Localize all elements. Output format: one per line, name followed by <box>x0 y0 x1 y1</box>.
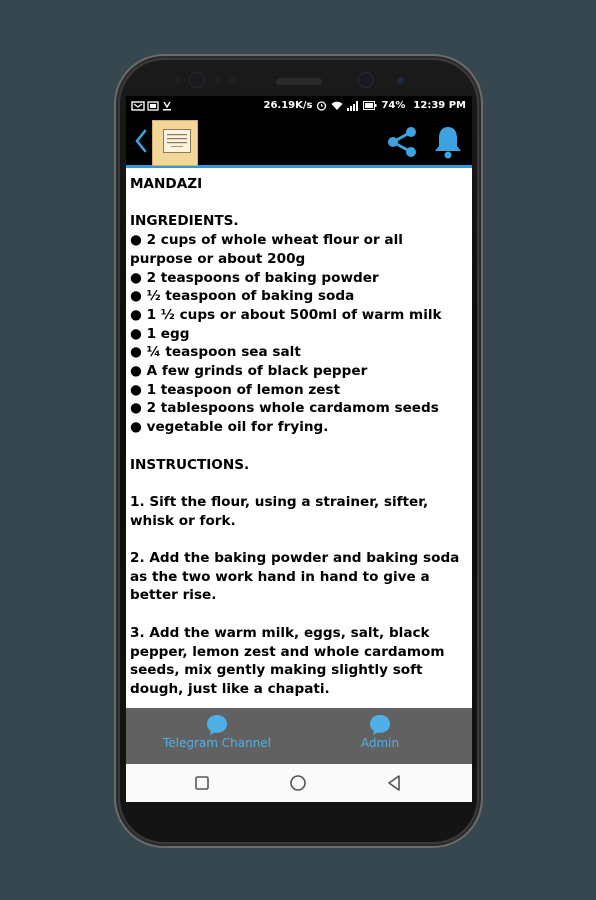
download-icon <box>162 101 172 111</box>
home-circle-icon[interactable] <box>289 774 307 792</box>
share-icon[interactable] <box>384 124 420 160</box>
ingredient-item: ● 2 cups of whole wheat flour or all purpose or about 200g <box>130 232 403 267</box>
recipe-content <box>130 175 466 705</box>
front-sensor <box>397 77 404 84</box>
recipe-title: MANDAZI <box>130 176 203 192</box>
bottom-navigation <box>126 708 472 764</box>
network-speed: 26.19K/s <box>263 100 313 111</box>
book-cover-thumbnail <box>152 120 198 166</box>
instruction-step: 1. Sift the flour, using a strainer, sifter, whisk or fork. <box>130 493 429 529</box>
status-right-group <box>263 100 466 111</box>
screen <box>126 96 472 802</box>
back-triangle-icon[interactable] <box>385 774 403 792</box>
front-sensor <box>214 77 221 84</box>
spacer <box>130 605 466 624</box>
battery-level: 74% <box>381 100 406 111</box>
clock: 12:39 PM <box>413 100 466 111</box>
ingredient-item: ● vegetable oil for frying. <box>130 419 329 436</box>
chat-bubble-icon <box>369 714 391 736</box>
ingredient-item: ● 2 teaspoons of baking powder <box>130 269 379 286</box>
nav-admin[interactable] <box>350 714 410 750</box>
ingredient-item: ● 2 tablespoons whole cardamom seeds <box>130 400 439 417</box>
alarm-icon <box>316 100 327 111</box>
front-sensor <box>174 77 181 84</box>
nav-telegram-channel[interactable] <box>162 714 272 750</box>
ingredient-item: ● 1 teaspoon of lemon zest <box>130 381 341 398</box>
book-cover-label-area <box>163 129 191 153</box>
recents-square-icon[interactable] <box>193 774 211 792</box>
ingredient-item: ● 1 ½ cups or about 500ml of warm milk <box>130 306 442 323</box>
notification-icon <box>132 101 144 111</box>
instructions-heading: INSTRUCTIONS. <box>130 456 250 473</box>
wifi-icon <box>331 101 343 111</box>
wifi-calling-icon <box>147 101 159 111</box>
front-sensor <box>229 77 236 84</box>
signal-icon <box>347 101 359 111</box>
spacer <box>130 437 466 456</box>
earpiece-speaker <box>276 78 322 85</box>
system-navigation-bar <box>126 764 472 802</box>
chevron-left-icon[interactable] <box>132 128 150 154</box>
nav-telegram-label: Telegram Channel <box>162 736 272 750</box>
status-left-icons <box>132 101 172 111</box>
book-cover-lines <box>164 130 190 152</box>
spacer <box>130 194 466 213</box>
instruction-step: 3. Add the warm milk, eggs, salt, black pepper, lemon zest and whole cardamom seeds, mix gently making slightly soft dough, just like a chapati. <box>130 624 445 697</box>
battery-icon <box>363 101 377 110</box>
instruction-step: 2. Add the baking powder and baking soda as the two work hand in hand to give a better rise. <box>130 550 460 604</box>
bell-icon[interactable] <box>432 124 464 160</box>
ingredient-item: ● A few grinds of black pepper <box>130 363 368 380</box>
spacer <box>130 474 466 493</box>
ingredient-item: ● ½ teaspoon of baking soda <box>130 288 355 305</box>
app-bar <box>126 118 472 168</box>
front-sensor-large <box>190 73 204 87</box>
spacer <box>130 530 466 549</box>
ingredient-item: ● 1 egg <box>130 325 190 342</box>
chat-bubble-icon <box>206 714 228 736</box>
ingredients-heading: INGREDIENTS. <box>130 213 239 230</box>
ingredient-item: ● ¼ teaspoon sea salt <box>130 344 301 361</box>
nav-admin-label: Admin <box>360 736 400 750</box>
front-camera <box>359 73 373 87</box>
status-bar <box>126 96 472 118</box>
